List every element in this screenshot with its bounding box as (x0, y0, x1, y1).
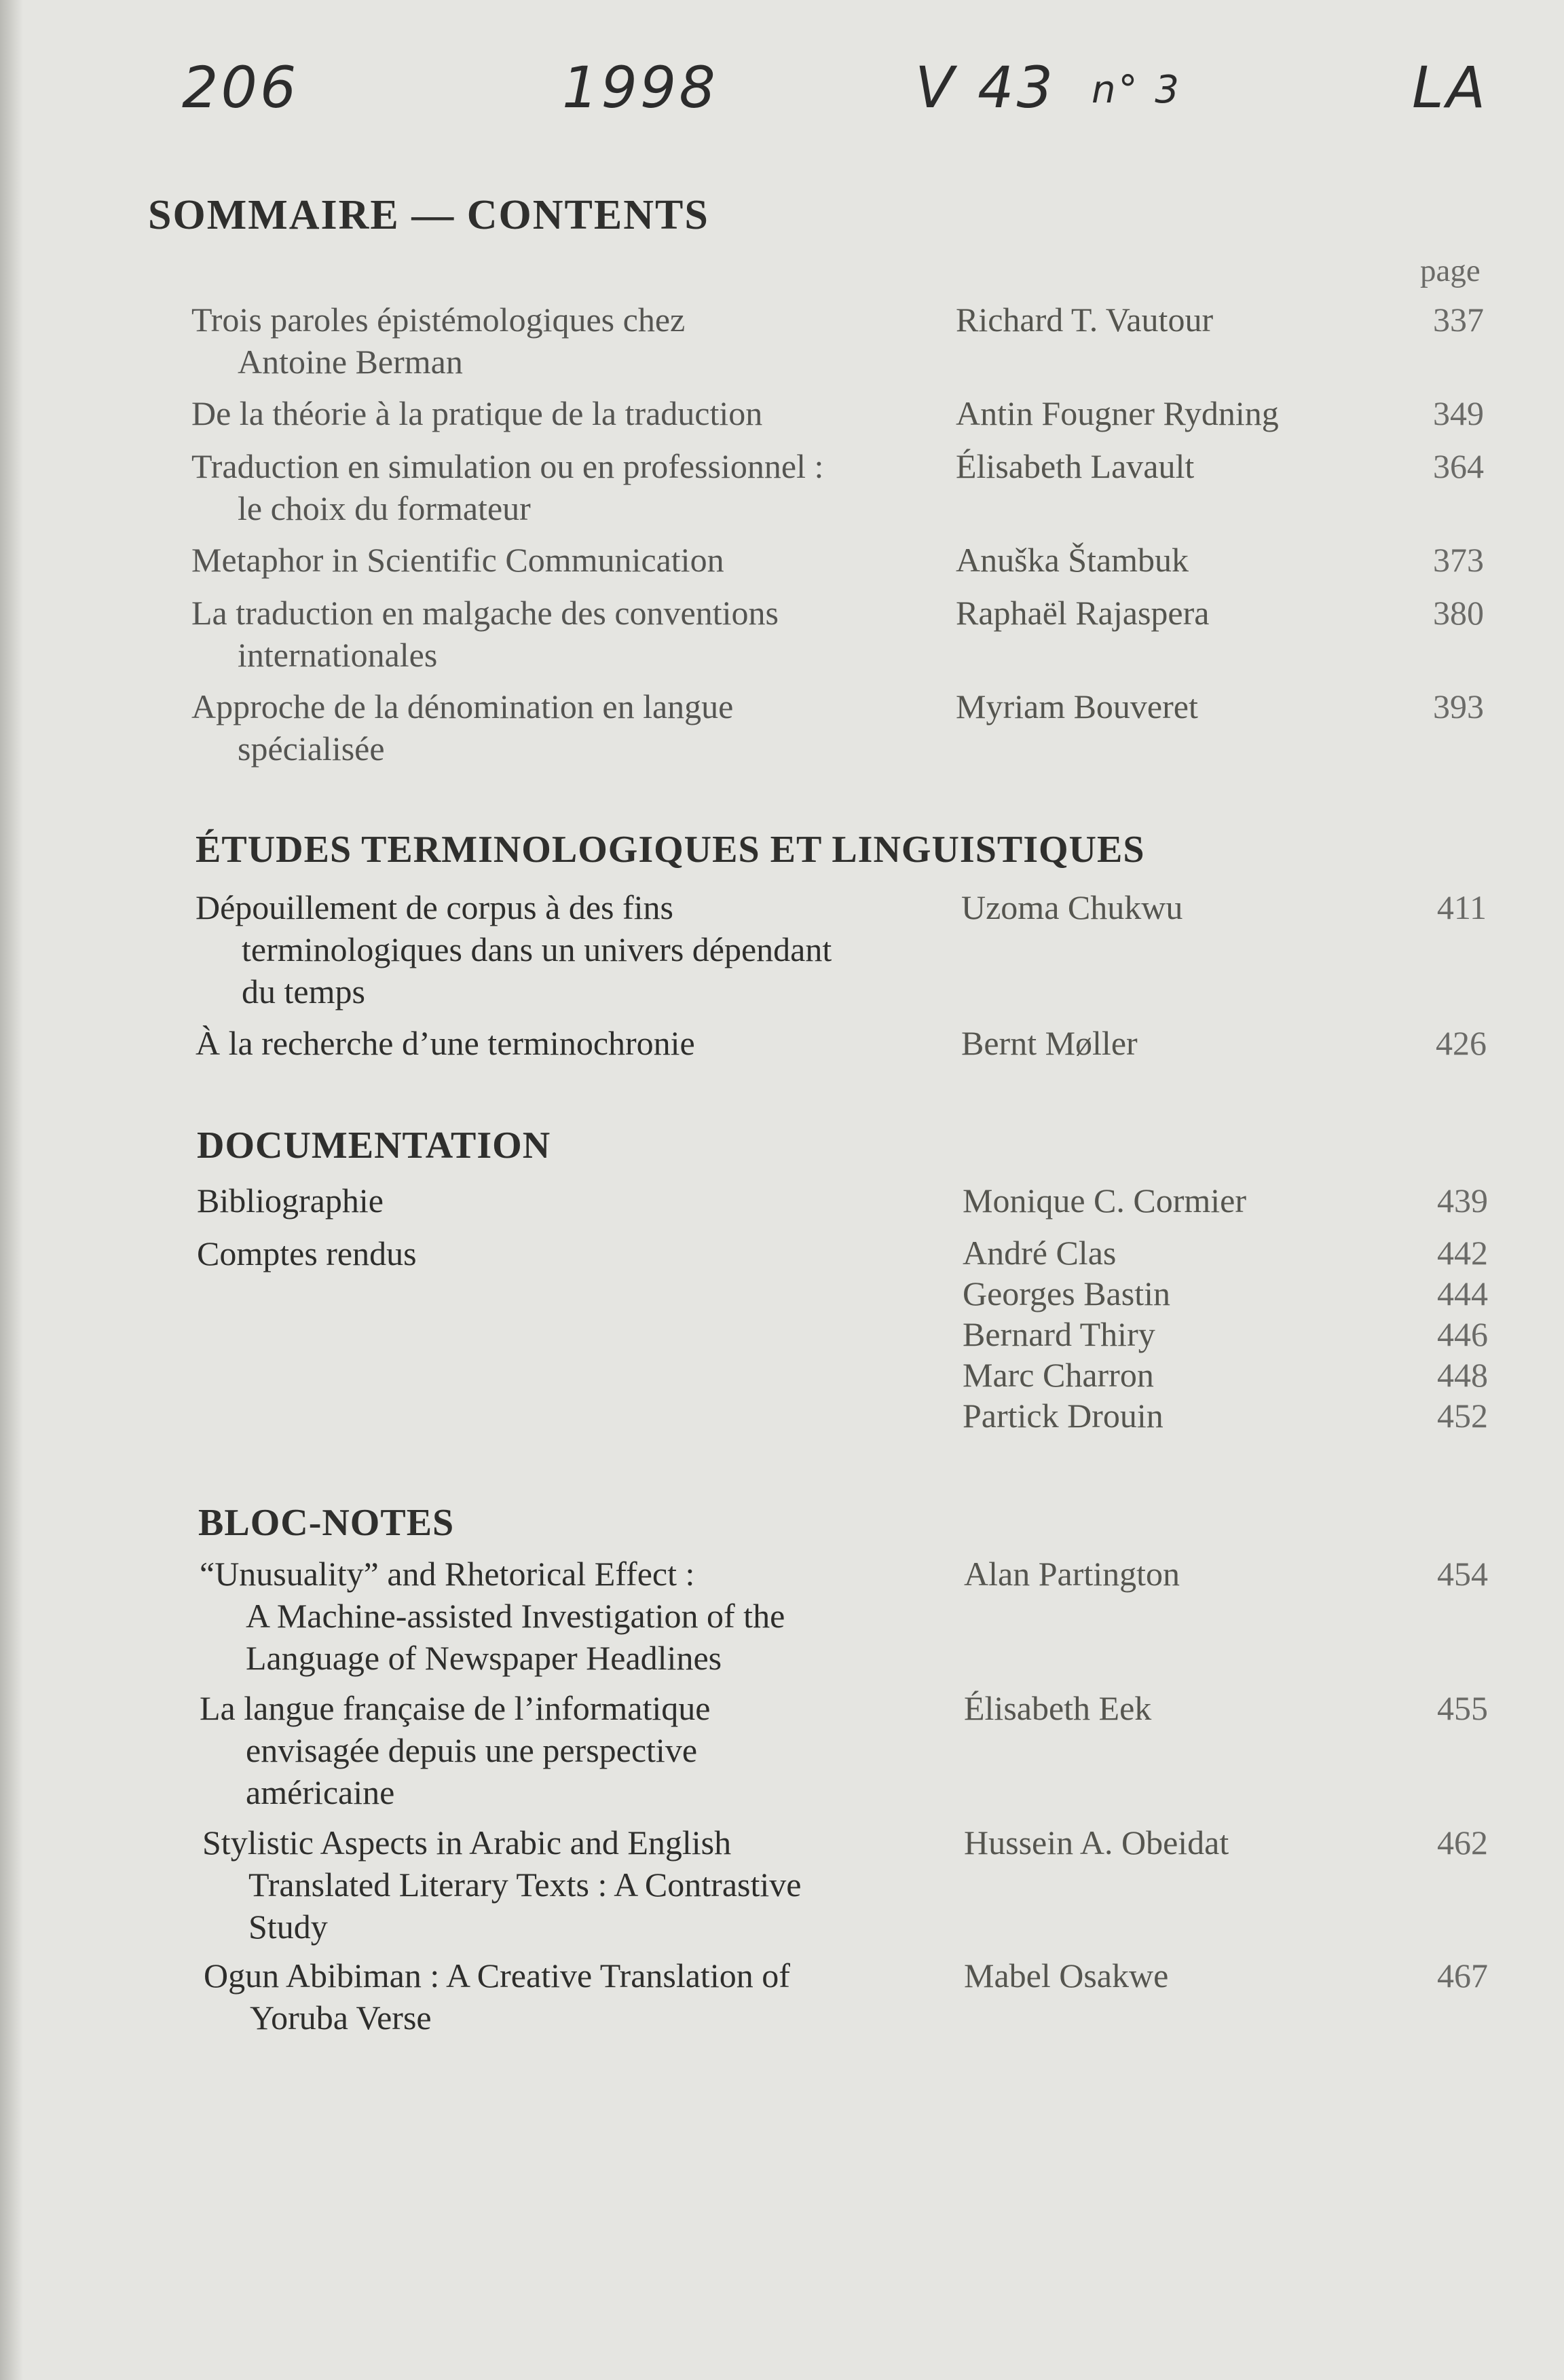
title-line: Antoine Berman (238, 343, 463, 381)
title-line: terminologiques dans un univers dépendant (242, 930, 832, 968)
entry-title (197, 1179, 978, 1222)
review-page: 452 (1437, 1397, 1488, 1435)
review-author: Bernard Thiry (963, 1315, 1155, 1353)
title-line: Language of Newspaper Headlines (246, 1639, 722, 1677)
title-line: Stylistic Aspects in Arabic and English (202, 1824, 732, 1862)
review-page: 444 (1437, 1274, 1488, 1312)
title-line: Study (248, 1908, 328, 1946)
title-line: Traduction en simulation ou en professionnel : (191, 447, 824, 485)
title-line: Approche de la dénomination en langue (191, 687, 734, 725)
title-line: du temps (242, 972, 365, 1010)
entry-title (196, 886, 976, 1013)
title-line: Metaphor in Scientific Communication (191, 541, 724, 579)
title-line: Yoruba Verse (250, 1999, 432, 2037)
title-line: américaine (246, 1773, 395, 1811)
entry-title (196, 1022, 976, 1064)
handwritten-number: 206 (182, 54, 299, 121)
title-line: Ogun Abibiman : A Creative Translation of (204, 1957, 790, 1995)
page-edge-shadow (0, 0, 23, 2380)
entry-page: 349 (1433, 394, 1484, 432)
entry-page: 411 (1436, 888, 1487, 926)
title-line: Translated Literary Texts : A Contrastive (248, 1866, 802, 1904)
page-column-label: page (1420, 253, 1481, 288)
entry-author: Uzoma Chukwu (961, 888, 1183, 926)
review-author: Partick Drouin (963, 1397, 1163, 1435)
entry-author: Élisabeth Lavault (956, 447, 1195, 485)
entry-page: 364 (1433, 447, 1484, 485)
entry-author: Alan Partington (964, 1555, 1180, 1593)
entry-page: 426 (1436, 1024, 1487, 1062)
handwritten-issue: n° 3 (1092, 68, 1182, 112)
title-line: le choix du formateur (238, 489, 531, 527)
handwritten-year: 1998 (562, 54, 718, 121)
entry-title (191, 685, 972, 770)
entry-page: 393 (1433, 687, 1484, 725)
entry-title (200, 1553, 980, 1679)
entry-page: 467 (1437, 1957, 1488, 1995)
entry-title (191, 299, 972, 383)
review-author: André Clas (963, 1234, 1117, 1272)
review-page: 448 (1437, 1356, 1488, 1394)
page-title: SOMMAIRE — CONTENTS (148, 192, 709, 238)
entry-page: 380 (1433, 594, 1484, 632)
entry-author: Élisabeth Eek (964, 1689, 1152, 1727)
entry-title (197, 1232, 978, 1274)
title-line: envisagée depuis une perspective (246, 1731, 698, 1769)
entry-title (202, 1821, 983, 1948)
title-line: Trois paroles épistémologiques chez (191, 301, 686, 339)
title-line: La langue française de l’informatique (200, 1689, 711, 1727)
entry-author: Antin Fougner Rydning (956, 394, 1279, 432)
section-heading-etudes: ÉTUDES TERMINOLOGIQUES ET LINGUISTIQUES (196, 829, 1145, 871)
title-line: spécialisée (238, 730, 385, 768)
title-line: La traduction en malgache des conventions (191, 594, 779, 632)
title-line: “Unusuality” and Rhetorical Effect : (200, 1555, 695, 1593)
entry-author: Bernt Møller (961, 1024, 1138, 1062)
entry-author: Monique C. Cormier (963, 1182, 1247, 1220)
entry-author: Anuška Štambuk (956, 541, 1189, 579)
review-page: 442 (1437, 1234, 1488, 1272)
review-page: 446 (1437, 1315, 1488, 1353)
review-author: Georges Bastin (963, 1274, 1170, 1312)
entry-author: Myriam Bouveret (956, 687, 1198, 725)
entry-title (204, 1954, 984, 2039)
handwritten-initials: LA (1412, 54, 1489, 121)
entry-page: 373 (1433, 541, 1484, 579)
entry-title (191, 445, 972, 529)
entry-author: Richard T. Vautour (956, 301, 1214, 339)
entry-title (200, 1687, 980, 1813)
title-line: De la théorie à la pratique de la traduction (191, 394, 763, 432)
title-line: Comptes rendus (197, 1234, 417, 1272)
title-line: Bibliographie (197, 1182, 384, 1220)
entry-title (191, 539, 972, 581)
entry-author: Hussein A. Obeidat (964, 1824, 1229, 1862)
entry-page: 462 (1437, 1824, 1488, 1862)
review-author: Marc Charron (963, 1356, 1154, 1394)
entry-page: 455 (1437, 1689, 1488, 1727)
entry-title (191, 392, 972, 434)
entry-page: 454 (1437, 1555, 1488, 1593)
entry-author: Raphaël Rajaspera (956, 594, 1210, 632)
section-heading-bloc-notes: BLOC-NOTES (198, 1502, 455, 1544)
handwritten-volume: V 43 (915, 54, 1056, 121)
entry-author: Mabel Osakwe (964, 1957, 1169, 1995)
entry-page: 337 (1433, 301, 1484, 339)
title-line: Dépouillement de corpus à des fins (196, 888, 673, 926)
section-heading-documentation: DOCUMENTATION (197, 1125, 551, 1167)
title-line: internationales (238, 636, 438, 674)
entry-page: 439 (1437, 1182, 1488, 1220)
entry-title (191, 592, 972, 676)
title-line: À la recherche d’une terminochronie (196, 1024, 695, 1062)
title-line: A Machine-assisted Investigation of the (246, 1597, 785, 1635)
